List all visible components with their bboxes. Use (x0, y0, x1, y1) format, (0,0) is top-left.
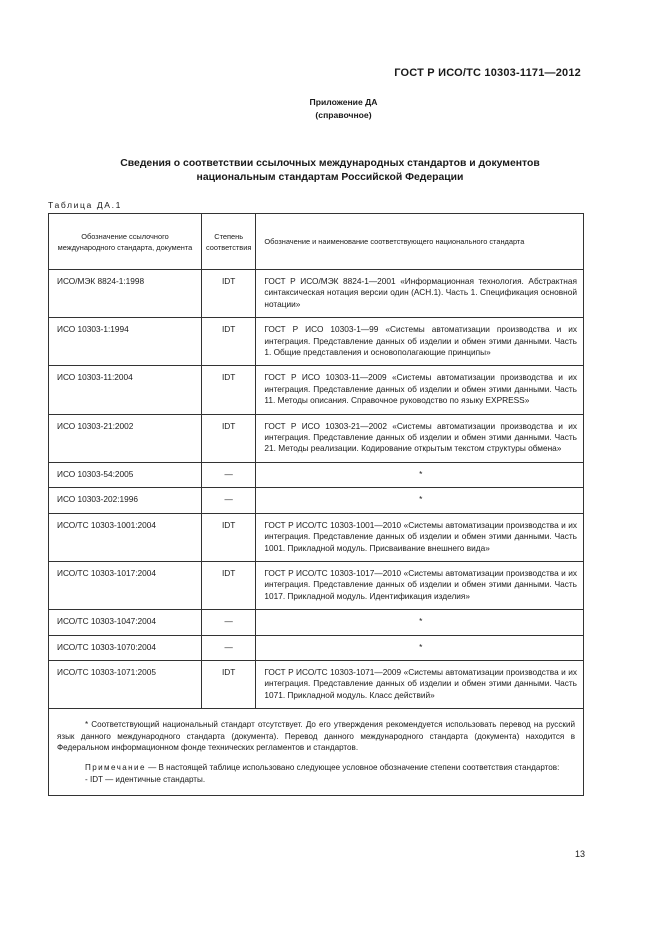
cell-reference: ИСО/ТС 10303-1071:2005 (49, 660, 202, 708)
cell-degree: IDT (202, 660, 256, 708)
cell-national: ГОСТ Р ИСО/ТС 10303-1071—2009 «Системы автоматизации производства и их интеграция. Представление данных об изделии и обмен этими данными. Часть 1071. Прикладной модуль. Класс действий» (256, 660, 584, 708)
appendix-subtitle: (справочное) (315, 110, 372, 120)
table-row (49, 366, 584, 414)
appendix-label (0, 96, 661, 122)
section-heading-line-2: национальным стандартам Российской Федерации (196, 172, 464, 183)
note-item-text: - IDT — идентичные стандарты. (85, 774, 206, 784)
cell-national: * (256, 462, 584, 487)
page-number: 13 (574, 849, 585, 859)
cell-degree: IDT (202, 270, 256, 318)
table-row (49, 414, 584, 462)
cell-national: ГОСТ Р ИСО/ТС 10303-1001—2010 «Системы автоматизации производства и их интеграция. Представление данных об изделии и обмен этими данными. Часть 1001. Прикладной модуль. Присваивание внешнего вида» (256, 513, 584, 561)
cell-reference: ИСО/ТС 10303-1070:2004 (49, 635, 202, 660)
header-national-standard: Обозначение и наименование соответствующего национального стандарта (256, 214, 584, 270)
cell-reference: ИСО/ТС 10303-1001:2004 (49, 513, 202, 561)
cell-degree: IDT (202, 366, 256, 414)
table-caption: Таблица ДА.1 (48, 200, 123, 210)
table-row (49, 462, 584, 487)
table-row (49, 318, 584, 366)
reference-table (48, 213, 584, 796)
cell-degree: — (202, 610, 256, 635)
table-row (49, 270, 584, 318)
cell-reference: ИСО 10303-54:2005 (49, 462, 202, 487)
table-row (49, 660, 584, 708)
table-row (49, 561, 584, 609)
cell-degree: — (202, 488, 256, 513)
table-notes-row (49, 709, 584, 796)
cell-reference: ИСО 10303-11:2004 (49, 366, 202, 414)
header-reference-standard: Обозначение ссылочного международного стандарта, документа (49, 214, 202, 270)
cell-national: ГОСТ Р ИСО 10303-21—2002 «Системы автоматизации производства и их интеграция. Представление данных об изделии и обмен этими данными. Часть 21. Методы реализации. Кодирование открытым текстом структуры обмена» (256, 414, 584, 462)
cell-degree: IDT (202, 561, 256, 609)
cell-national: * (256, 610, 584, 635)
footnote (57, 719, 575, 754)
cell-degree: IDT (202, 318, 256, 366)
cell-reference: ИСО/ТС 10303-1017:2004 (49, 561, 202, 609)
cell-degree: — (202, 635, 256, 660)
note-text: — В настоящей таблице использовано следующее условное обозначение степени соответствия стандартов: (145, 762, 560, 772)
cell-national: ГОСТ Р ИСО/МЭК 8824-1—2001 «Информационная технология. Абстрактная синтаксическая нотация версии один (АСН.1). Часть 1. Спецификация основной нотации» (256, 270, 584, 318)
cell-national: * (256, 488, 584, 513)
table-row (49, 513, 584, 561)
cell-national: ГОСТ Р ИСО 10303-1—99 «Системы автоматизации производства и их интеграция. Представление данных об изделии и обмен этими данными. Часть 1. Общие представления и основополагающие принципы» (256, 318, 584, 366)
cell-national: ГОСТ Р ИСО/ТС 10303-1017—2010 «Системы автоматизации производства и их интеграция. Представление данных об изделии и обмен этими данными. Часть 1017. Прикладной модуль. Идентификация изделия» (256, 561, 584, 609)
table-row (49, 610, 584, 635)
cell-national: * (256, 635, 584, 660)
document-code: ГОСТ Р ИСО/ТС 10303-1171—2012 (394, 67, 581, 79)
note-label: Примечание (85, 762, 146, 772)
table-notes (49, 709, 584, 796)
cell-degree: IDT (202, 513, 256, 561)
header-degree: Степень соответствия (202, 214, 256, 270)
cell-reference: ИСО 10303-202:1996 (49, 488, 202, 513)
table-row (49, 488, 584, 513)
section-heading (60, 157, 600, 185)
table-row (49, 635, 584, 660)
cell-reference: ИСО 10303-1:1994 (49, 318, 202, 366)
cell-reference: ИСО 10303-21:2002 (49, 414, 202, 462)
section-heading-line-1: Сведения о соответствии ссылочных международных стандартов и документов (120, 158, 540, 169)
appendix-title: Приложение ДА (309, 97, 378, 107)
cell-degree: — (202, 462, 256, 487)
table-header-row (49, 214, 584, 270)
note (57, 762, 575, 774)
footnote-text: * Соответствующий национальный стандарт отсутствует. До его утверждения рекомендуется использовать перевод на русский язык данного международного стандарта (документа). Перевод данного международного стандарта (документа) находится в Федеральном информационном фонде технических регламентов и стандартов. (57, 720, 575, 753)
cell-degree: IDT (202, 414, 256, 462)
cell-national: ГОСТ Р ИСО 10303-11—2009 «Системы автоматизации производства и их интеграция. Представление данных об изделии и обмен этими данными. Часть 11. Методы описания. Справочное руководство по языку EXPRESS» (256, 366, 584, 414)
cell-reference: ИСО/МЭК 8824-1:1998 (49, 270, 202, 318)
note-item (57, 774, 575, 786)
cell-reference: ИСО/ТС 10303-1047:2004 (49, 610, 202, 635)
